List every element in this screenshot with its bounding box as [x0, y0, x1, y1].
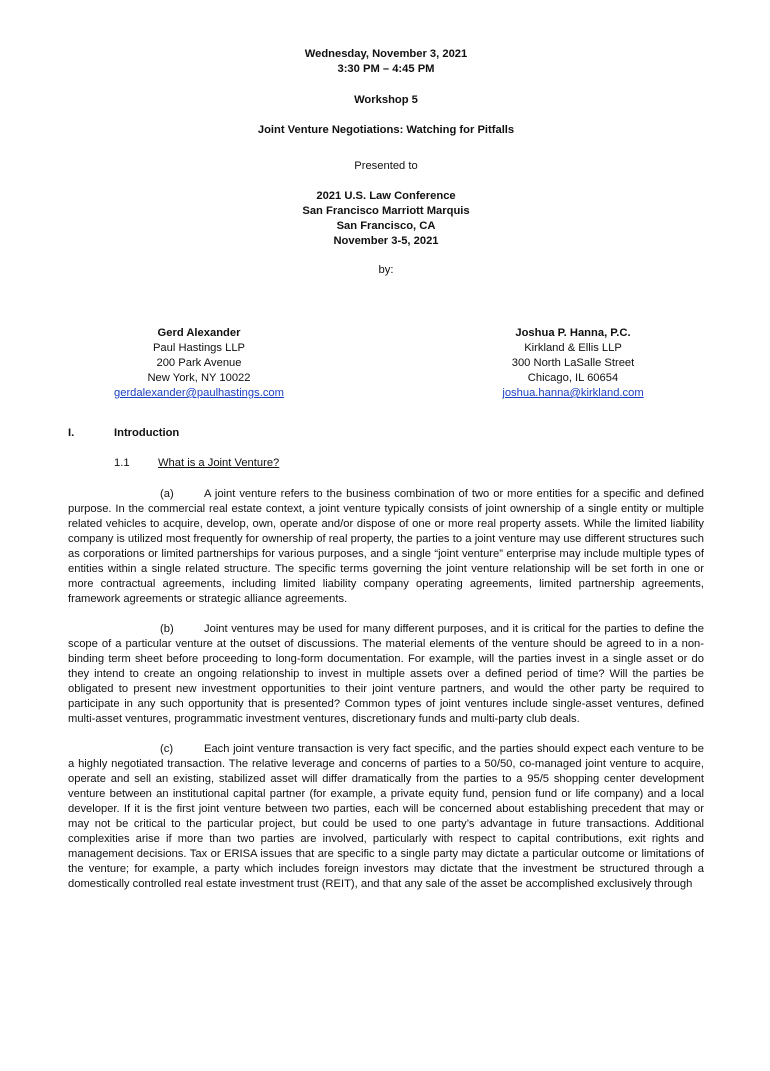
subsection-title: What is a Joint Venture? [158, 457, 280, 469]
paragraph-text: A joint venture refers to the business combination of two or more entities for a specific and defined purpose. In the commercial real estate context, a joint venture typically consists of joint ownership of a single entity or multiple related vehicles to acquire, develop, own, operate and/or dispose of one or more real property assets. While the limited liability company is utilized most frequently for ownership of real property, the parties to a joint venture may use different structures such as corporations or limited partnerships for various purposes, and a single “joint venture” enterprise may include multiple types of entities within a single related structure. The specific terms governing the joint venture relationship will be set forth in one or more contractual agreements, including limited liability company operating agreements, limited partnership agreements, framework agreements or strategic alliance agreements. [68, 488, 704, 605]
paragraph [68, 742, 704, 892]
by-label: by: [378, 264, 394, 276]
author-email-link[interactable]: gerdalexander@paulhastings.com [114, 387, 284, 399]
workshop-label: Workshop 5 [354, 94, 418, 106]
paragraph-label: (a) [160, 488, 174, 500]
author-name: Gerd Alexander [157, 327, 241, 339]
author-address: 200 Park Avenue [156, 357, 242, 369]
conference-city: San Francisco, CA [336, 220, 436, 232]
conference-name: 2021 U.S. Law Conference [316, 190, 456, 202]
paragraph-label: (b) [160, 623, 174, 635]
event-time: 3:30 PM – 4:45 PM [337, 63, 435, 75]
presented-to: Presented to [354, 160, 418, 172]
author-card [68, 326, 330, 401]
authors-block [68, 326, 704, 401]
author-firm: Kirkland & Ellis LLP [524, 342, 622, 354]
header-block [68, 47, 704, 77]
subsection-heading [114, 456, 704, 471]
author-email-link[interactable]: joshua.hanna@kirkland.com [502, 387, 644, 399]
paragraph-label: (c) [160, 743, 174, 755]
author-city: New York, NY 10022 [147, 372, 251, 384]
subsection-number: 1.1 [114, 457, 130, 469]
author-address: 300 North LaSalle Street [511, 357, 635, 369]
section-heading [68, 426, 704, 441]
conference-block [68, 189, 704, 249]
document-title: Joint Venture Negotiations: Watching for Pitfalls [257, 124, 515, 136]
paragraph-text: Each joint venture transaction is very fact specific, and the parties should expect each venture to be a highly negotiated transaction. The relative leverage and concerns of parties to a 50/50, co-managed joint venture to acquire, operate and sell an existing, stabilized asset will differ dramatically from the parties to a 95/5 shopping center development venture between an institutional capital partner (for example, a private equity fund, pension fund or life company) and a local developer. If it is the first joint venture between two parties, each will be concerned about establishing precedent that may or may not be critical to the particular project, but could be used to one party’s advantage in future transactions. Additional complexities arise if more than two parties are involved, particularly with respect to capital contributions, exit rights and management decisions. Tax or ERISA issues that are specific to a single party may dictate a particular outcome or limitations of the venture; for example, a party which includes foreign investors may dictate that the investment be structured through a domestically controlled real estate investment trust (REIT), and that any sale of the asset be accomplished exclusively through [68, 743, 704, 890]
paragraph [68, 622, 704, 727]
conference-dates: November 3-5, 2021 [333, 235, 439, 247]
paragraph [68, 487, 704, 607]
author-name: Joshua P. Hanna, P.C. [515, 327, 631, 339]
paragraph-text: Joint ventures may be used for many different purposes, and it is critical for the parties to define the scope of a particular venture at the outset of discussions. The material elements of the venture should be agreed to in a non-binding term sheet before proceeding to long-form documentation. For example, will the parties invest in a single asset or do they intend to create an ongoing relationship to invest in multiple assets over a defined period of time? Will the parties be obligated to present new investment opportunities to their joint venture partners, and would the other party be required to participate in any such opportunity that is presented? Common types of joint ventures include single-asset ventures, defined multi-asset ventures, programmatic investment ventures, discretionary funds and multi-party club deals. [68, 623, 704, 725]
author-card [442, 326, 704, 401]
document-page [0, 47, 770, 1071]
section-number: I. [68, 427, 75, 439]
section-title: Introduction [114, 427, 180, 439]
author-city: Chicago, IL 60654 [527, 372, 619, 384]
conference-venue: San Francisco Marriott Marquis [302, 205, 470, 217]
event-date: Wednesday, November 3, 2021 [304, 48, 468, 60]
author-firm: Paul Hastings LLP [152, 342, 246, 354]
